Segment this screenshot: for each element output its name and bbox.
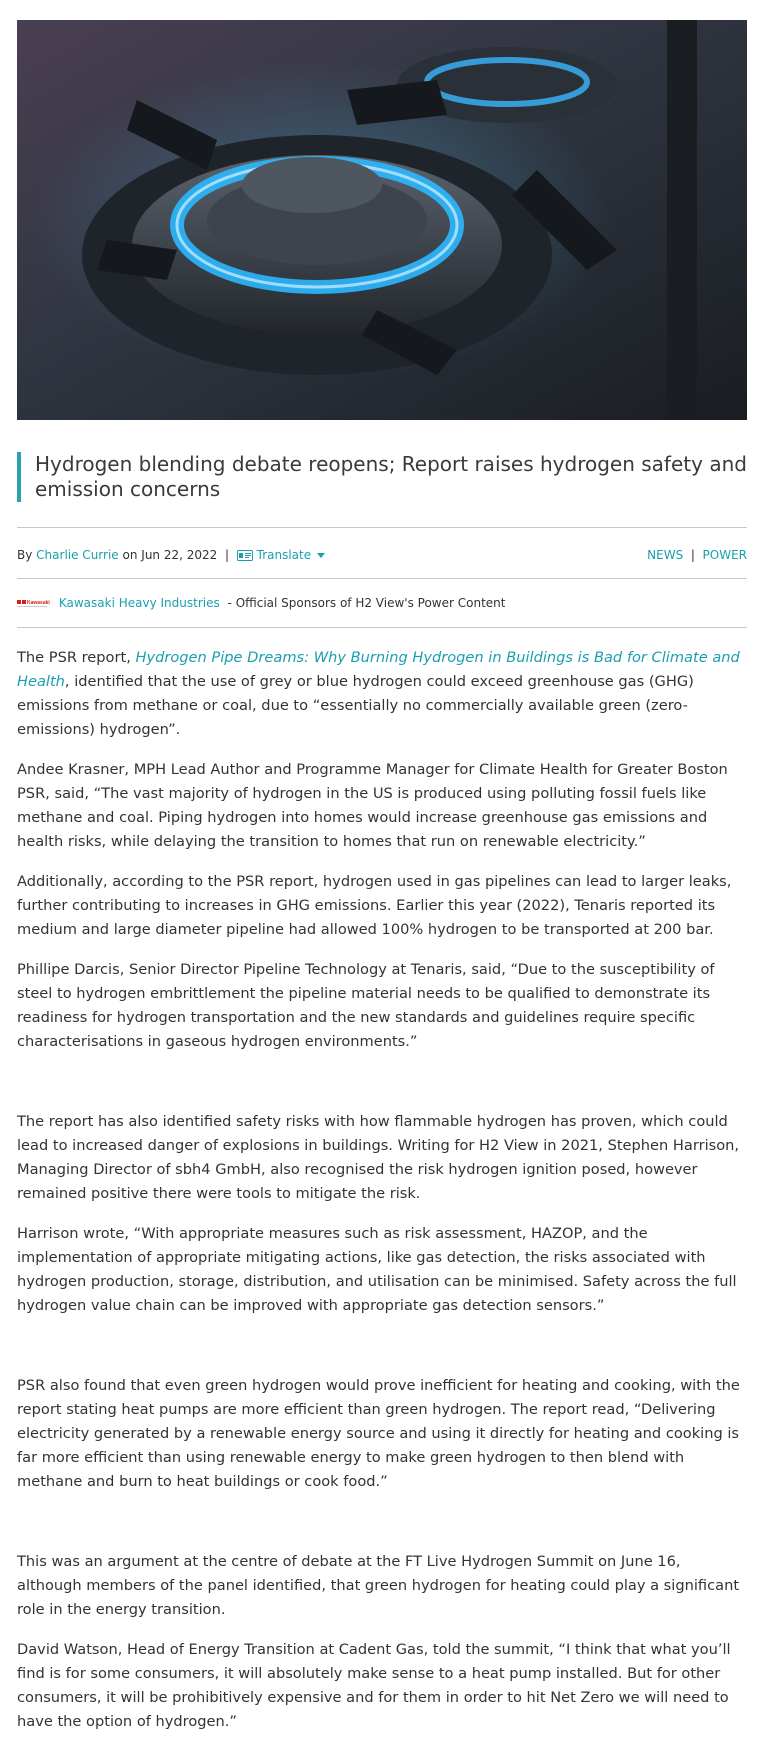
category-separator: | bbox=[690, 548, 695, 562]
report-link[interactable]: Hydrogen Pipe Dreams: Why Burning Hydrogen in Buildings is Bad for Climate and Health bbox=[17, 649, 740, 690]
logo-text: Kawasaki bbox=[27, 599, 50, 606]
by-label: By bbox=[17, 548, 33, 562]
on-label: on bbox=[122, 548, 138, 562]
translate-label: Translate bbox=[256, 548, 312, 562]
translate-button[interactable] bbox=[237, 548, 326, 562]
translate-icon bbox=[237, 550, 253, 561]
hero-image bbox=[17, 20, 747, 420]
paragraph: Additionally, according to the PSR report, hydrogen used in gas pipelines can lead to larger leaks, further contributing to increases in GHG emissions. Earlier this year (2022), Tenaris reported its medium and large diameter pipeline had allowed 100% hydrogen to be transported at 200 bar. bbox=[17, 873, 732, 938]
paragraph-text: The PSR report, bbox=[17, 649, 136, 666]
article-body bbox=[17, 646, 747, 1750]
sponsor-suffix: - Official Sponsors of H2 View's Power Content bbox=[227, 596, 506, 610]
spacer bbox=[17, 1070, 747, 1110]
paragraph bbox=[17, 646, 747, 742]
paragraph: The report has also identified safety risks with how flammable hydrogen has proven, which could lead to increased danger of explosions in buildings. Writing for H2 View in 2021, Stephen Harrison, Managing Director of sbh4 GmbH, also recognised the risk hydrogen ignition posed, however remained positive there were tools to mitigate the risk. bbox=[17, 1113, 740, 1202]
gas-burner-illustration bbox=[17, 20, 747, 420]
divider bbox=[17, 578, 747, 579]
divider bbox=[17, 627, 747, 628]
paragraph: David Watson, Head of Energy Transition at Cadent Gas, told the summit, “I think that what you’ll find is for some consumers, it will absolutely make sense to a heat pump installed. But for other consumers, it will be prohibitively expensive and for them in order to hit Net Zero we will need to have the option of hydrogen.” bbox=[17, 1641, 731, 1730]
publish-date: Jun 22, 2022 bbox=[141, 548, 218, 562]
sponsor-banner bbox=[17, 592, 747, 614]
article-meta bbox=[17, 545, 747, 565]
spacer bbox=[17, 1334, 747, 1374]
paragraph: This was an argument at the centre of debate at the FT Live Hydrogen Summit on June 16, although members of the panel identified, that green hydrogen for heating could play a significant role in the energy transition. bbox=[17, 1553, 740, 1618]
chevron-down-icon bbox=[317, 553, 325, 558]
paragraph: Andee Krasner, MPH Lead Author and Programme Manager for Climate Health for Greater Boston PSR, said, “The vast majority of hydrogen in the US is produced using polluting fossil fuels like methane and coal. Piping hydrogen into homes would increase greenhouse gas emissions and health risks, while delaying the transition to homes that run on renewable electricity.” bbox=[17, 761, 728, 850]
sponsor-link[interactable]: Kawasaki Heavy Industries bbox=[58, 596, 220, 610]
category-power-link[interactable]: POWER bbox=[702, 548, 747, 562]
paragraph: Phillipe Darcis, Senior Director Pipeline Technology at Tenaris, said, “Due to the susceptibility of steel to hydrogen embrittlement the pipeline material needs to be qualified to demonstrate its readiness for hydrogen transportation and the new standards and guidelines require specific characterisations in gaseous hydrogen environments.” bbox=[17, 961, 715, 1050]
article-headline: Hydrogen blending debate reopens; Report raises hydrogen safety and emission concerns bbox=[17, 452, 755, 502]
kawasaki-logo[interactable] bbox=[17, 593, 50, 615]
divider bbox=[17, 527, 747, 528]
meta-separator: | bbox=[224, 548, 229, 562]
category-news-link[interactable]: NEWS bbox=[647, 548, 684, 562]
author-link[interactable]: Charlie Currie bbox=[36, 548, 119, 562]
paragraph: PSR also found that even green hydrogen would prove inefficient for heating and cooking, with the report stating heat pumps are more efficient than green hydrogen. The report read, “Delivering electricity generated by a renewable energy source and using it directly for heating and cooking is far more efficient than using renewable energy to make green hydrogen to then blend with methane and burn to heat buildings or cook food.” bbox=[17, 1377, 740, 1490]
paragraph-text: , identified that the use of grey or blue hydrogen could exceed greenhouse gas (GHG) emissions from methane or coal, due to “essentially no commercially available green (zero-emissions) hydrogen”. bbox=[17, 673, 694, 738]
paragraph: Harrison wrote, “With appropriate measures such as risk assessment, HAZOP, and the implementation of appropriate mitigating actions, like gas detection, the risks associated with hydrogen production, storage, distribution, and utilisation can be minimised. Safety across the full hydrogen value chain can be improved with appropriate gas detection sensors.” bbox=[17, 1225, 737, 1314]
spacer bbox=[17, 1510, 747, 1550]
